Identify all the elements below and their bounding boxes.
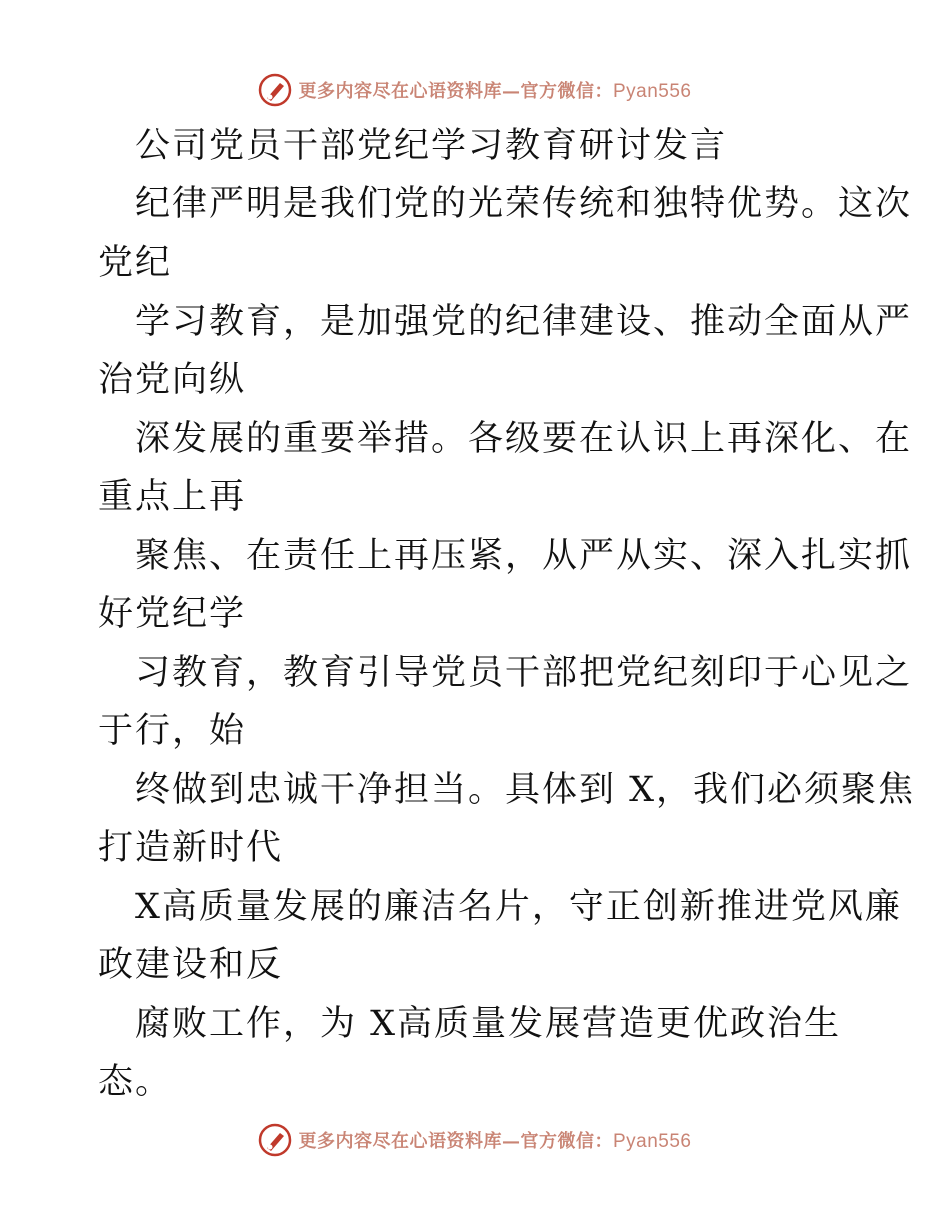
paragraph-line: 态。 <box>98 1062 173 1102</box>
paragraph-line: 聚焦、在责任上再压紧，从严从实、深入扎实抓 <box>135 536 913 576</box>
document-title: 公司党员干部党纪学习教育研讨发言 <box>135 126 728 166</box>
paragraph-line: 腐败工作，为 X高质量发展营造更优政治生 <box>135 1004 842 1044</box>
watermark-footer <box>0 1120 950 1160</box>
paragraph-line: 政建设和反 <box>98 945 284 985</box>
paragraph-line: 打造新时代 <box>98 828 284 868</box>
watermark-text: 更多内容尽在心语资料库—官方微信：Pyan556 <box>298 81 692 102</box>
paragraph-line: 党纪 <box>98 243 173 283</box>
paragraph-line: 好党纪学 <box>98 594 247 634</box>
paragraph-line: 学习教育，是加强党的纪律建设、推动全面从严 <box>135 302 913 342</box>
paragraph-line: 终做到忠诚干净担当。具体到 X，我们必须聚焦 <box>135 770 916 810</box>
paragraph-line: 深发展的重要举措。各级要在认识上再深化、在 <box>135 419 913 459</box>
paragraph-line: 重点上再 <box>98 477 247 517</box>
paragraph-line: 治党向纵 <box>98 360 247 400</box>
watermark-header <box>0 70 950 110</box>
paragraph-line: 于行，始 <box>98 711 247 751</box>
pen-logo-icon <box>258 73 292 107</box>
paragraph-line: 纪律严明是我们党的光荣传统和独特优势。这次 <box>135 184 913 224</box>
paragraph-line: 习教育，教育引导党员干部把党纪刻印于心见之 <box>135 653 913 693</box>
pen-logo-icon <box>258 1123 292 1157</box>
paragraph-line: X高质量发展的廉洁名片，守正创新推进党风廉 <box>135 887 902 927</box>
watermark-text: 更多内容尽在心语资料库—官方微信：Pyan556 <box>298 1131 692 1152</box>
